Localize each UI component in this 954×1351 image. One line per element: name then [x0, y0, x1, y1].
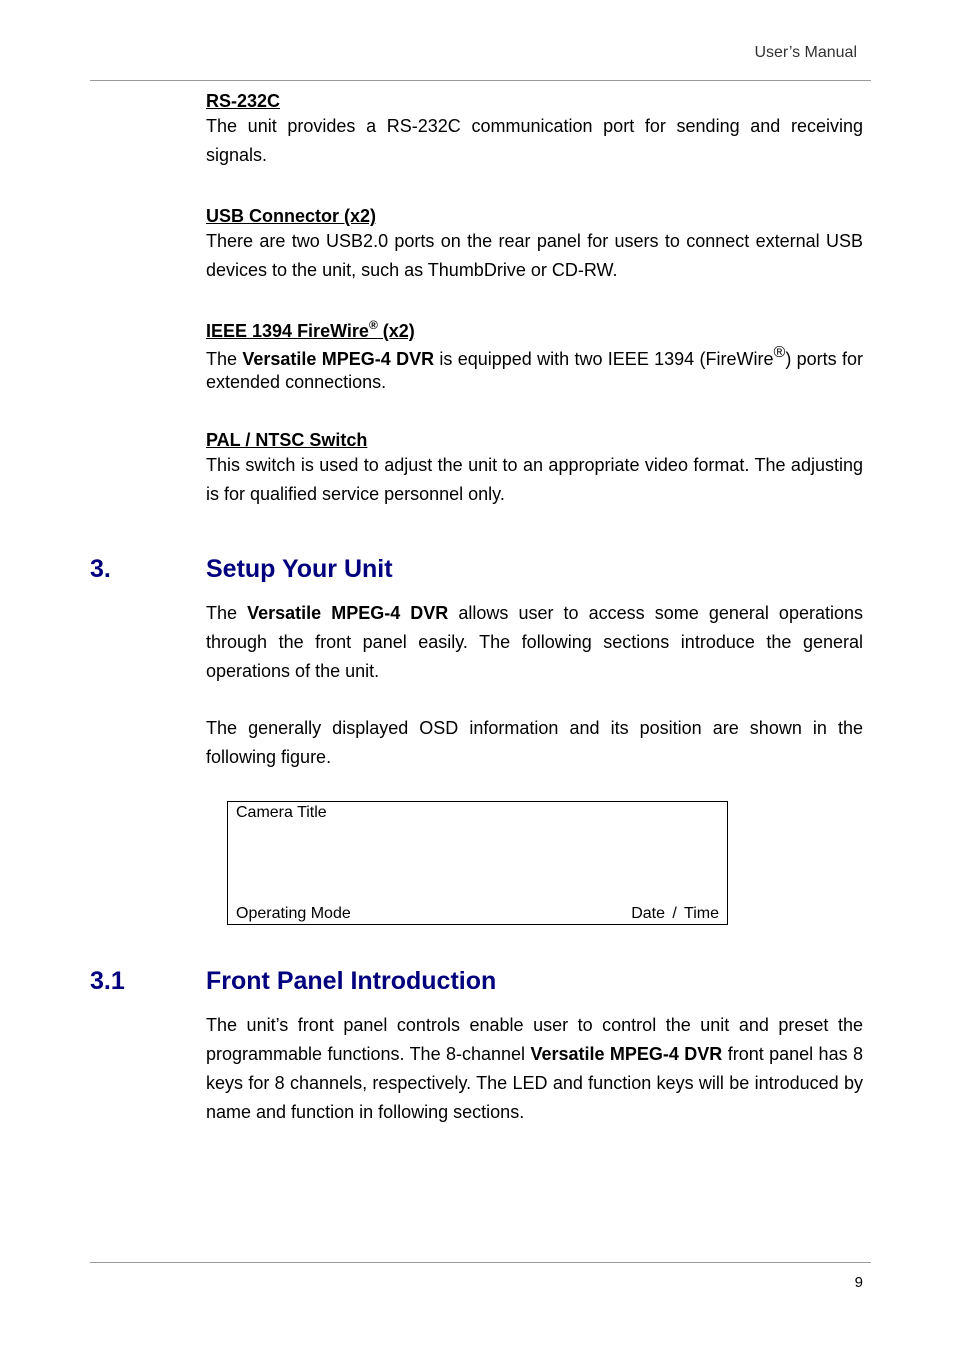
- rs232-text: The unit provides a RS-232C communication port for sending and receiving signals.: [206, 116, 863, 165]
- ieee-text-middle: is equipped with two IEEE 1394 (FireWire: [434, 349, 774, 369]
- setup-p1-start: The: [206, 603, 248, 623]
- setup-paragraph-1: [206, 599, 863, 686]
- front-panel-text-end: front panel has 8 keys for 8 channels, respectively. The LED and function keys will be introduced by name and function in following sections.: [206, 1044, 863, 1122]
- ieee-heading-text: IEEE 1394 FireWire: [206, 321, 369, 341]
- product-name: Versatile MPEG-4 DVR: [242, 349, 435, 369]
- osd-figure: [227, 801, 728, 925]
- product-name: Versatile MPEG-4 DVR: [530, 1044, 723, 1064]
- pal-heading: PAL / NTSC Switch: [206, 430, 368, 450]
- osd-operating-mode: Operating Mode: [236, 905, 351, 922]
- usb-heading: USB Connector (x2): [206, 206, 377, 226]
- front-panel-paragraph: [206, 1011, 863, 1127]
- footer-rule: [90, 1262, 871, 1263]
- page-number: 9: [854, 1274, 863, 1291]
- registered-mark: ®: [773, 344, 786, 361]
- ieee-text: [206, 344, 863, 394]
- ieee-text-start: The: [206, 349, 243, 369]
- front-panel-intro: [206, 1011, 863, 1127]
- section-3-1-title: Front Panel Introduction: [206, 967, 497, 995]
- pal-text: This switch is used to adjust the unit to an appropriate video format. The adjusting is for qualified service personnel only.: [206, 455, 863, 504]
- header-rule: [90, 80, 871, 81]
- osd-date-time: Date / Time: [631, 905, 719, 922]
- rs232-section: [206, 90, 863, 170]
- rs232-heading: RS-232C: [206, 91, 281, 111]
- usb-text: There are two USB2.0 ports on the rear panel for users to connect external USB devices to the unit, such as ThumbDrive or CD-RW.: [206, 231, 863, 280]
- ieee-heading-suffix: (x2): [377, 321, 415, 341]
- setup-intro: [206, 599, 863, 772]
- osd-camera-title: Camera Title: [236, 804, 327, 821]
- ieee-heading: [206, 320, 863, 342]
- front-panel-text-start: The unit’s front panel controls enable user to control the unit and preset the programmable functions. The 8-channel: [206, 1015, 863, 1064]
- setup-paragraph-2: The generally displayed OSD information and its position are shown in the following figure.: [206, 718, 863, 767]
- registered-mark: ®: [368, 318, 378, 332]
- section-3-1-number: 3.1: [90, 967, 125, 995]
- pal-section: [206, 429, 863, 509]
- setup-p1-end: allows user to access some general operations through the front panel easily. The following sections introduce the general operations of the unit.: [206, 603, 863, 681]
- page-header: User’s Manual: [754, 44, 857, 61]
- section-3-number: 3.: [90, 555, 111, 583]
- usb-section: [206, 205, 863, 285]
- section-3-title: Setup Your Unit: [206, 555, 393, 583]
- ieee-section: [206, 320, 863, 394]
- product-name: Versatile MPEG-4 DVR: [247, 603, 449, 623]
- ieee-text-end: ) ports for extended connections.: [206, 349, 863, 392]
